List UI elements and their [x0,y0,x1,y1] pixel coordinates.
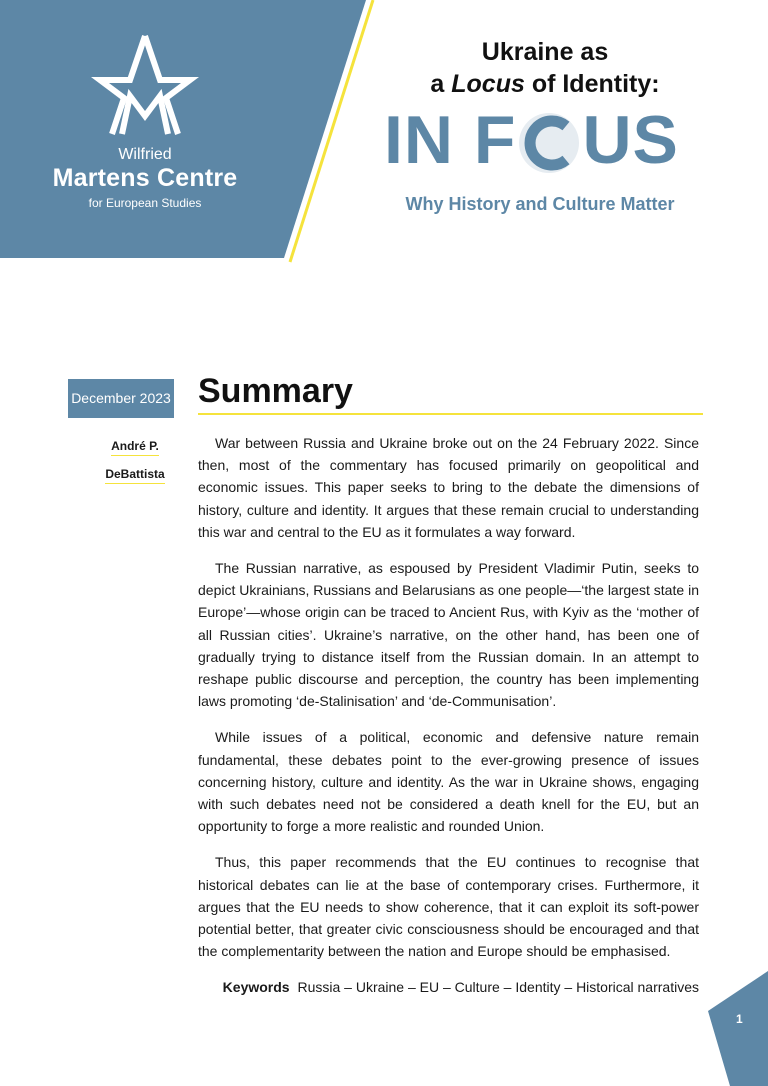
date-badge: December 2023 [68,379,174,418]
heading-divider [198,413,703,415]
summary-body [198,432,699,998]
in-focus-wordmark [384,102,679,178]
author-name [80,440,190,484]
page-number: 1 [736,1012,743,1026]
paragraph: While issues of a political, economic and defensive nature remain fundamental, these debates point to the ever-growing presence of issues concerning history, culture and identity. As the war in Ukraine shows, engaging with such debates need not be considered a death knell for the EU, but an opportunity to forge a more realistic and rounded Union. [198,729,699,835]
page-corner-tab [708,971,768,1086]
author-line1: André P. [111,440,159,456]
keywords-line [198,976,699,998]
title-prefix: a [430,70,452,98]
paragraph: Thus, this paper recommends that the EU continues to recognise that historical debates can lie at the base of contemporary crises. Furthermore, it argues that the EU needs to show coherence, that it can exploit its soft-power potential better, that greater civic consciousness should be encouraged and that the complementarity between the nation and Europe should be emphasised. [198,854,699,960]
focus-lens-icon [518,112,580,174]
in-focus-part1: IN F [384,102,517,178]
section-heading: Summary [198,372,353,410]
org-name-line1: Wilfried [118,146,172,163]
paragraph: War between Russia and Ukraine broke out on the 24 February 2022. Since then, most of the commentary has focused primarily on geopolitical and economic issues. This paper seeks to bring to the debate the dimensions of history, culture and identity. It argues that these remain crucial to understanding this war and central to the EU as it formulates a way forward. [198,435,699,540]
org-name-line3: for European Studies [88,196,202,210]
star-m-logo-icon [86,30,204,138]
report-subtitle: Why History and Culture Matter [405,194,675,214]
in-focus-part2: US [582,102,679,178]
title-suffix: of Identity: [524,70,660,98]
author-line2: DeBattista [105,468,164,484]
title-italic: Locus [451,70,525,98]
org-name-line2: Martens Centre [52,164,238,192]
report-title-line1: Ukraine as [481,38,609,66]
keywords-label: Keywords [222,979,290,996]
paragraph: The Russian narrative, as espoused by President Vladimir Putin, seeks to depict Ukrainians, Russians and Belarusians as one people—‘the largest state in Europe’—whose origin can be traced to Ancient Rus, with Kyiv as the ‘mother of all Russian cities’. Ukraine’s narrative, on the other hand, has been one of gradually trying to distance itself from the Russian domain. In an attempt to reshape public discourse and perception, the country has been implementing laws promoting ‘de-Stalinisation’ and ‘de-Communisation’. [198,560,699,710]
keywords-value: Russia – Ukraine – EU – Culture – Identity – Historical narratives [297,979,699,996]
report-title-line2 [380,70,710,99]
